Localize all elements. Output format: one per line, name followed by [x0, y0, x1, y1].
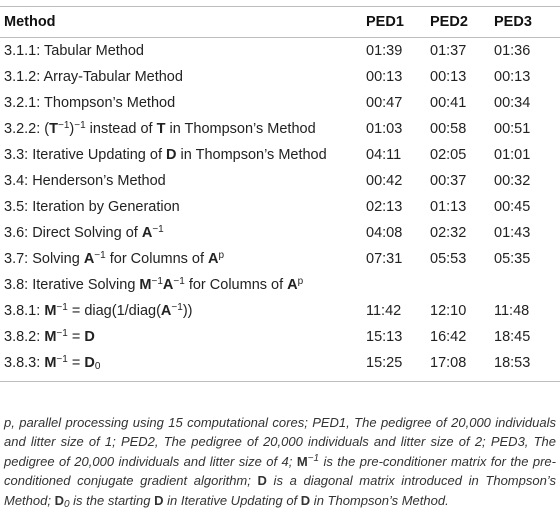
- ped3-time: 00:51: [494, 121, 531, 137]
- ped1-time: 00:13: [366, 69, 403, 85]
- method-label: 3.2.2: $(T^{-1})^{-1}$ instead of T in Thompson’s Method: [4, 120, 316, 137]
- table-row: [0, 194, 560, 220]
- method-label: 3.1.2: Array-Tabular Method: [4, 69, 183, 85]
- table-row: [0, 324, 560, 350]
- method-label: 3.7: Solving $A^{-1}$ for Columns of $A^p$: [4, 250, 225, 267]
- table-row: [0, 38, 560, 64]
- method-label: 3.8.3: $M^{-1} = D_0$: [4, 354, 101, 372]
- ped1-time: 00:42: [366, 173, 403, 189]
- table-row: [0, 142, 560, 168]
- table-row: [0, 220, 560, 246]
- header-method: Method: [4, 14, 56, 30]
- ped3-time: 11:48: [494, 303, 530, 319]
- table-row: [0, 90, 560, 116]
- ped3-time: 01:36: [494, 43, 531, 59]
- ped1-time: 11:42: [366, 303, 402, 319]
- method-label: 3.8: Iterative Solving $M^{-1}A^{-1}$ for Columns of $A^p$: [4, 276, 304, 293]
- ped2-time: 12:10: [430, 303, 467, 319]
- table-row: [0, 246, 560, 272]
- ped1-time: 02:13: [366, 199, 403, 215]
- method-label: 3.8.1: $M^{-1}$ = $diag(1/diag(A^{-1}))$: [4, 302, 193, 319]
- ped2-time: 01:13: [430, 199, 467, 215]
- ped2-time: 00:41: [430, 95, 467, 111]
- ped1-time: 15:25: [366, 355, 403, 371]
- ped2-time: 17:08: [430, 355, 467, 371]
- ped2-time: 02:05: [430, 147, 467, 163]
- ped3-time: 00:32: [494, 173, 531, 189]
- table-row: [0, 116, 560, 142]
- ped1-time: 04:08: [366, 225, 403, 241]
- table-row: [0, 168, 560, 194]
- bottom-rule: [0, 381, 560, 382]
- method-label: 3.8.2: $M^{-1} = D$: [4, 328, 95, 345]
- method-label: 3.4: Henderson’s Method: [4, 173, 166, 189]
- table-row: [0, 298, 560, 324]
- ped3-time: 00:34: [494, 95, 531, 111]
- header-ped3: PED3: [494, 14, 532, 30]
- ped3-time: 00:13: [494, 69, 531, 85]
- ped3-time: 05:35: [494, 251, 531, 267]
- ped3-time: 01:43: [494, 225, 531, 241]
- method-label: 3.3: Iterative Updating of D in Thompson’s Method: [4, 147, 327, 163]
- ped2-time: 01:37: [430, 43, 467, 59]
- table-row: [0, 64, 560, 90]
- method-label: 3.2.1: Thompson’s Method: [4, 95, 176, 111]
- ped1-time: 00:47: [366, 95, 403, 111]
- method-label: 3.1.1: Tabular Method: [4, 43, 144, 59]
- ped2-time: 00:58: [430, 121, 467, 137]
- ped3-time: 01:01: [494, 147, 531, 163]
- ped2-time: 16:42: [430, 329, 467, 345]
- ped1-time: 15:13: [366, 329, 403, 345]
- ped2-time: 00:37: [430, 173, 467, 189]
- ped1-time: 01:39: [366, 43, 403, 59]
- table-row: [0, 350, 560, 376]
- ped3-time: 18:45: [494, 329, 531, 345]
- ped1-time: 04:11: [366, 147, 402, 163]
- ped1-time: 07:31: [366, 251, 403, 267]
- header-ped1: PED1: [366, 14, 404, 30]
- ped2-time: 02:32: [430, 225, 467, 241]
- ped2-time: 00:13: [430, 69, 467, 85]
- top-rule: [0, 6, 560, 7]
- table-footnote: p, parallel processing using 15 computational cores; PED1, The pedigree of 20,000 individuals and litter size of 1; PED2, The pedigree of 20,000 individuals and litter size of 2; PED3, The pedigree of 20,000 individuals and litter size of 4; $M^{-1}$ is the pre-conditioner matrix for the pre-conditioned conjugate gradient algorithm; D is a diagonal matrix introduced in Thompson’s Method; $D_0$ is the starting D in Iterative Updating of D in Thompson’s Method.: [4, 415, 556, 510]
- table-row: [0, 272, 560, 298]
- table-header-row: [0, 9, 560, 35]
- ped3-time: 00:45: [494, 199, 531, 215]
- method-label: 3.5: Iteration by Generation: [4, 199, 180, 215]
- ped3-time: 18:53: [494, 355, 531, 371]
- ped2-time: 05:53: [430, 251, 467, 267]
- header-ped2: PED2: [430, 14, 468, 30]
- method-label: 3.6: Direct Solving of $A^{-1}$: [4, 224, 164, 241]
- ped1-time: 01:03: [366, 121, 403, 137]
